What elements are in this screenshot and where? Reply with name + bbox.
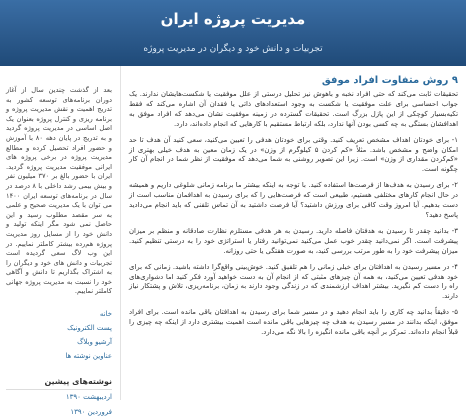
main-content: [120, 66, 466, 400]
site-tagline: تجربیات و دانش خود و دیگران در مدیریت پروژه: [143, 44, 323, 54]
post-paragraph: ۱- برای خودتان اهداف مشخص تعریف کنید. وقتی برای خودتان هدفی را تعیین می‌کنید، سعی کنید آن هدف تا حد امکان واضح و مشخص باشد. مثلاً «کم کردن ۵ کیلوگرم از وزن» در یک زمان معین به هدف خیلی بهتری از «کم‌کردن مقداری از وزن» است. زیرا این تصویر روشنی به شما می‌دهد که موفقیت از نظر شما در انجام آن کار چگونه است.: [129, 135, 458, 174]
sidebar-links: [6, 307, 112, 363]
site-header: [0, 0, 466, 66]
archive-item[interactable]: اردیبهشت ۱۳۹۰: [65, 393, 112, 402]
post-paragraph: ۳- بدانید چقدر تا رسیدن به هدفتان فاصله دارید. رسیدن به هر هدفی مستلزم نظارت صادقانه و منظم بر میزان پیشرفت است. اگر نمی‌دانید چقدر خوب عمل می‌کنید نمی‌توانید رفتار یا استراتژی خود را به درستی تنظیم کنید. میزان پیشرفت خود را به طور مرتب بررسی کنید، به صورت هفتگی یا حتی روزانه.: [129, 226, 458, 255]
sidebar: [0, 66, 118, 417]
sidebar-link-archive[interactable]: آرشیو وبلاگ: [77, 338, 112, 347]
site-title[interactable]: مدیریت پروژه ایران: [160, 10, 306, 28]
post-paragraph: ۴- در مسیر رسیدن به اهدافتان برای خیلی زمانی را هم تلفیق کنید. خوش‌بینی واقع‌گرا داشته باشید. زمانی که برای خود هدفی تعیین می‌کنید، به همه آن چیزهای مثبتی که از انجام آن به دست خواهید آورد فکر کنید اما دشواری‌های راه را دست کم نگیرید. بیشتر اهداف ارزشمندی که در زندگی وجود دارند به زمان، برنامه‌ریزی، تلاش و پشتکار نیاز دارند.: [129, 262, 458, 301]
previous-posts-heading: نوشته‌های پیشین: [6, 377, 112, 390]
about-text: بعد از گذشت چندین سال از آغاز دوران برنامه‌های توسعه کشور به تدریج اهمیت و نقش مدیریت پروژه و برنامه ریزی و کنترل پروژه بعنوان یک اصل اساسی در مدیریت پروژه گردید و به تدریج در پایان دهه ۸۰ با آموزش و حضور افراد تحصیل کرده و مطالع مدیریت پروژه در برخی پروژه های ایرانی موفقیت مدیریت پروژه گردید. ایران با حضور بالغ بر ۳۷۰ میلیون نفر و بیش بیمی رشد داخلی با ۸ درصد در سال در برنامه‌های توسعه ایران ۱۴۰۰ می توان با یک مدیریت صحیح و علمی به سر مقصد مطلوب رسید و این حاصل نمی شود مگر اینکه تولید و دانش خود را از مسایل روز مدیریت پروژه هم‌رده بیشتر کاملتر نماییم. در این وب لاگ سعی گردیده است تجربیات و دانش های خود و دیگران را به اشتراک بگذاریم تا دانش و آگاهی خود را نسبت به مدیریت پروژه جهانی کاملتر نماییم.: [6, 86, 112, 296]
post-paragraph: تحقیقات ثابت می‌کند که حتی افراد نخبه و باهوش نیز تحلیل درستی از علل موفقیت یا شکست‌هایشان ندارند. یک جواب احساسی برای علت موفقیت یا شکست به وجود استعدادهای ذاتی یا فقدان آن اشاره می‌کند که فقط تکیه‌بسیار کوچکی از این پازل بزرگ است. تحقیقات گسترده در زمینه موفقیت نشان می‌دهد که افراد موفق به اهدافشان بستگی به چه کسی بودن آنها ندارد، بلکه ارتباط مستقیم با کارهایی که انجام داده‌اند، دارد.: [129, 90, 458, 128]
sidebar-link-post-titles[interactable]: عناوین نوشته ها: [65, 352, 112, 361]
archive-item[interactable]: فروردین ۱۳۹۰: [70, 408, 112, 417]
post-paragraph: ۵- دقیقاً بدانید چه کاری را باید انجام دهید و در مسیر شما برای رسیدن به اهدافتان باقی مانده است. برای افراد موفق، اینکه بدانند در مسیر رسیدن به هدف چه چیزهایی باقی مانده است اهمیت بیشتری دارد از اینکه چه چیزی را قبلاً انجام داده‌اند. تمرکز بر آنچه باقی مانده انگیزه را بالا نگه می‌دارد.: [129, 308, 458, 337]
post-paragraph: ۲- برای رسیدن به هدف‌ها از فرصت‌ها استفاده کنید. با توجه به اینکه بیشتر ما برنامه زمانی شلوغی داریم و همیشه در حال انجام کارهای مختلفی هستیم، طبیعی است که فرصت‌هایی را که برای رسیدن به اهدافمان مناسب است از دست بدهیم. آیا امروز وقت کافی برای ورزش داشتید؟ آیا فرصت داشتید به آن تماس تلفنی که باید انجام می‌دادید پاسخ دهید؟: [129, 181, 458, 219]
sidebar-link-home[interactable]: خانه: [99, 310, 112, 319]
post-title[interactable]: ۹ روش متفاوت افراد موفق: [321, 75, 458, 86]
sidebar-link-email[interactable]: پست الکترونیک: [67, 324, 112, 333]
